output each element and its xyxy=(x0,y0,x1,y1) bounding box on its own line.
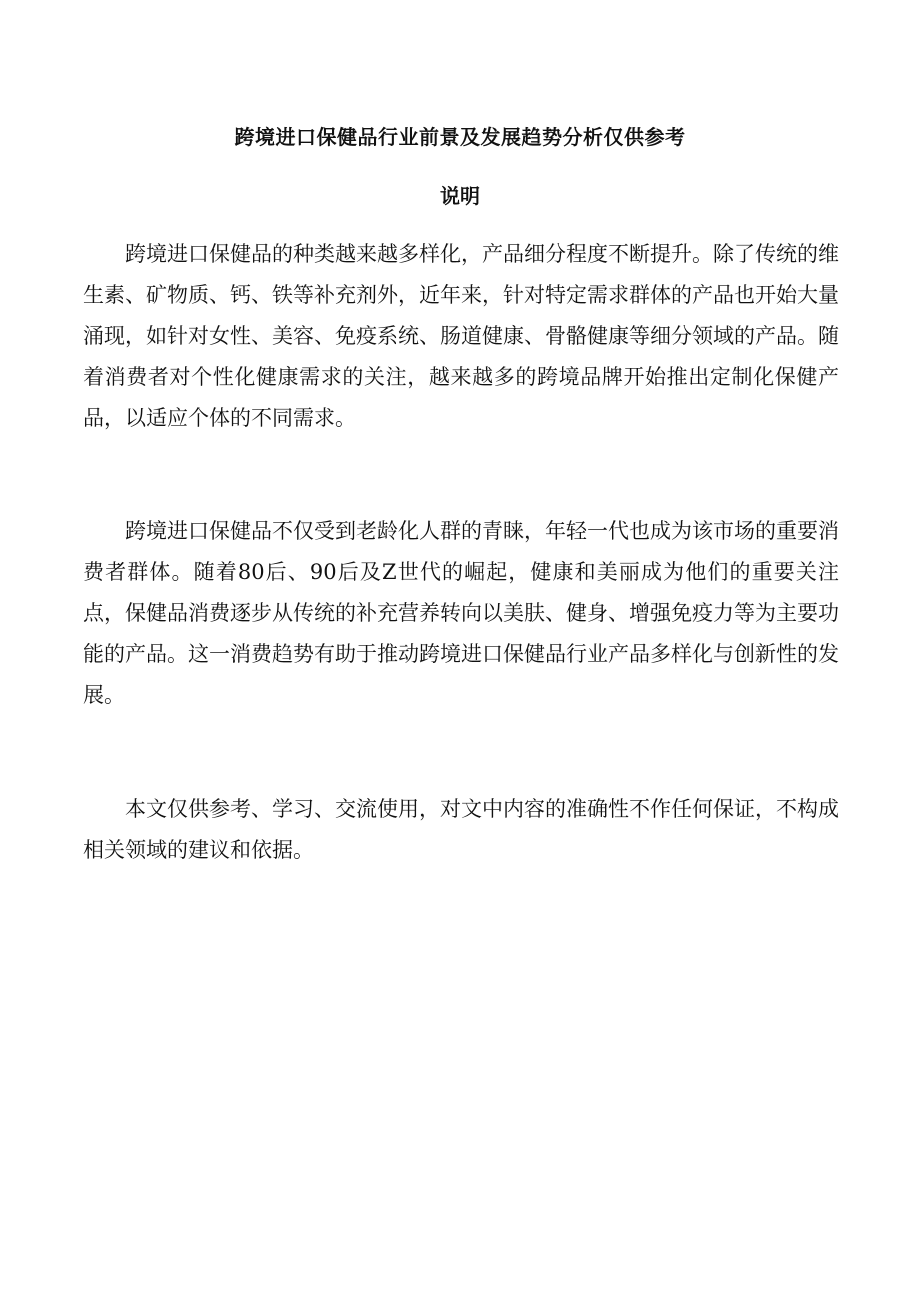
document-title: 跨境进口保健品行业前景及发展趋势分析仅供参考 xyxy=(234,125,686,149)
document-subtitle: 说明 xyxy=(440,184,480,208)
paragraph-2: 跨境进口保健品不仅受到老龄化人群的青睐，年轻一代也成为该市场的重要消费者群体。随着80后、90后及Z世代的崛起，健康和美丽成为他们的重要关注点，保健品消费逐步从传统的补充营养转向以美肤、健身、增强免疫力等为主要功能的产品。这一消费趋势有助于推动跨境进口保健品行业产品多样化与创新性的发展。 xyxy=(83,519,839,707)
paragraph-1: 跨境进口保健品的种类越来越多样化，产品细分程度不断提升。除了传统的维生素、矿物质、钙、铁等补充剂外，近年来，针对特定需求群体的产品也开始大量涌现，如针对女性、美容、免疫系统、肠道健康、骨骼健康等细分领域的产品。随着消费者对个性化健康需求的关注，越来越多的跨境品牌开始推出定制化保健产品，以适应个体的不同需求。 xyxy=(83,242,839,430)
paragraph-3: 本文仅供参考、学习、交流使用，对文中内容的准确性不作任何保证，不构成相关领域的建议和依据。 xyxy=(83,797,839,862)
